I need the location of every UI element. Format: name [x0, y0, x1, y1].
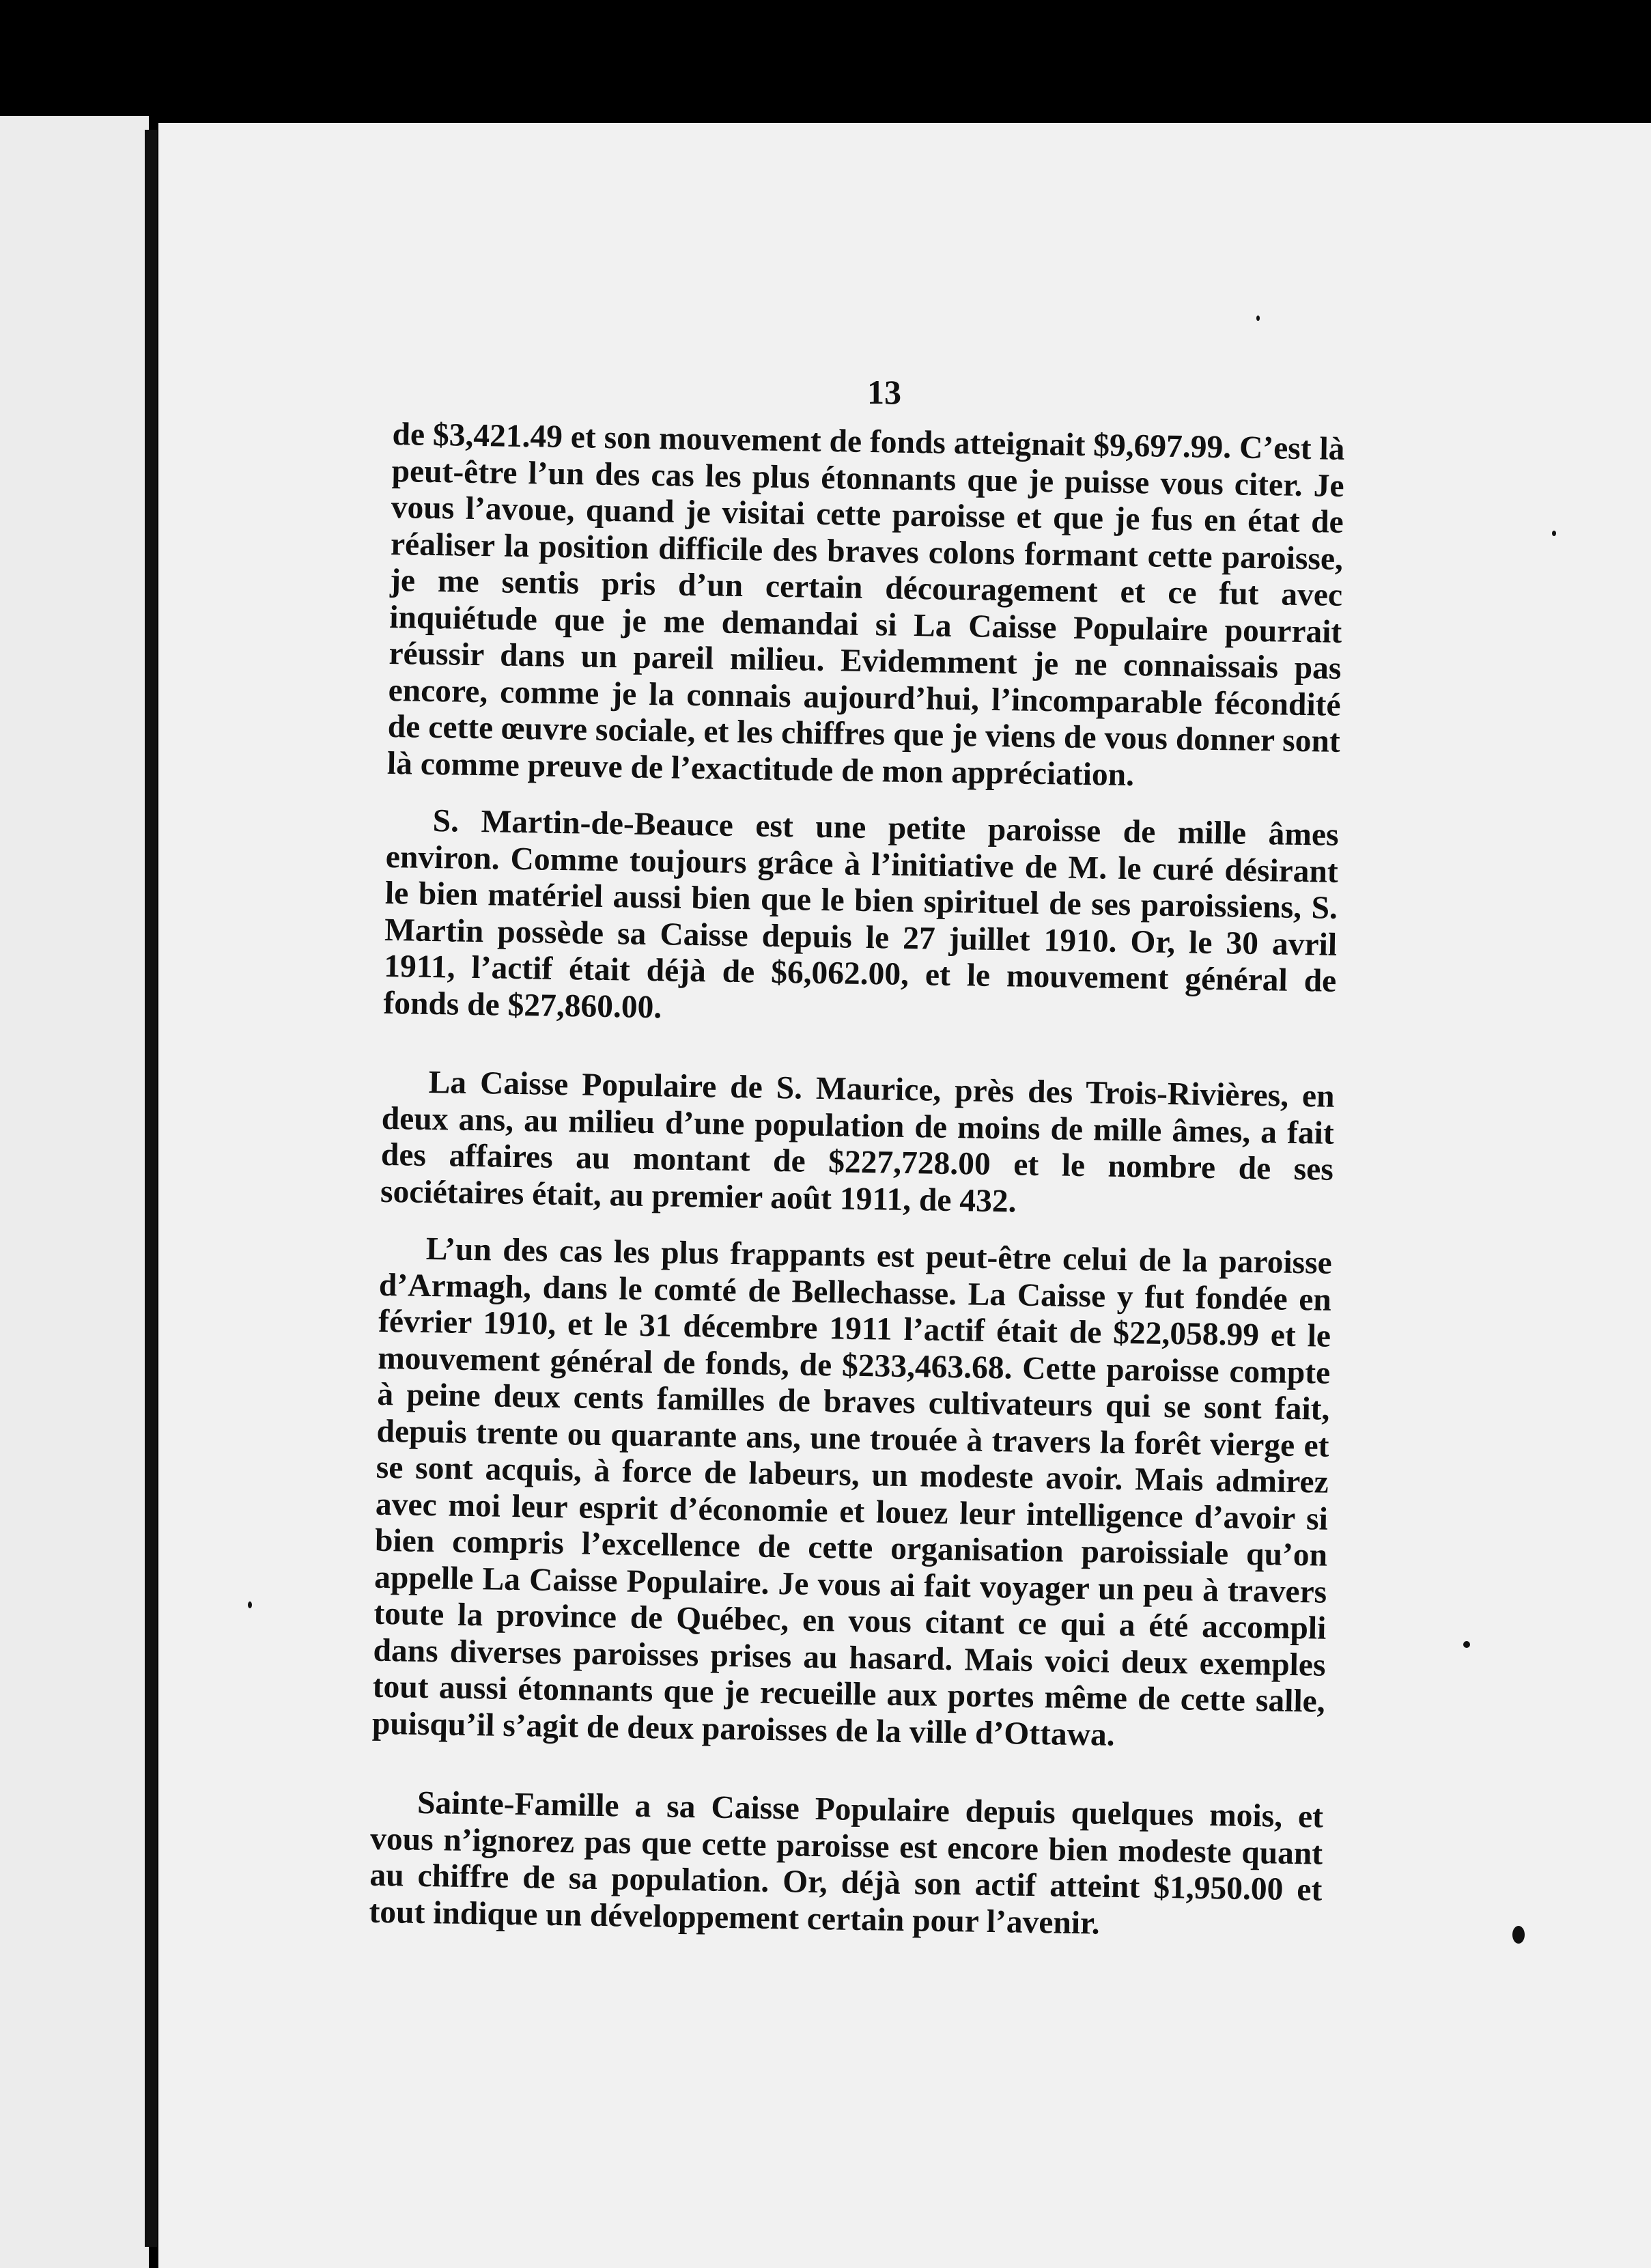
ink-speck: [1463, 1641, 1470, 1648]
ink-speck: [248, 1601, 252, 1608]
paragraph: de $3,421.49 et son mouvement de fonds atteignait $9,697.99. C’est là peut-être l’un des cas les plus étonnants que je puisse vous citer. Je vous l’avoue, quand je visitai cette paroisse et que je fus en état de réaliser la position difficile des braves colons formant cette paroisse, je me sentis pris d’un certain découragement et ce fut avec inquiétude que je me demandai si La Caisse Populaire pourrait réussir dans un pareil milieu. Evidemment je ne connaissais pas encore, comme je la connais aujourd’hui, l’incomparable fécondité de cette œuvre sociale, et les chiffres que je viens de vous donner sont là comme preuve de l’exactitude de mon appréciation.: [386, 417, 1345, 793]
ink-speck: [1256, 316, 1260, 321]
paragraph: La Caisse Populaire de S. Maurice, près des Trois-Rivières, en deux ans, au milieu d’une population de moins de mille âmes, a fait des affaires au montant de $227,728.00 et le nombre de ses sociétaires était, au premier août 1911, de 432.: [380, 1064, 1335, 1219]
ink-speck: [1552, 531, 1556, 536]
paragraph: S. Martin-de-Beauce est une petite paroisse de mille âmes environ. Comme toujours grâce à l’initiative de M. le curé désirant le bien matériel aussi bien que le bien spirituel de ses paroissiens, S. Martin possède sa Caisse depuis le 27 juillet 1910. Or, le 30 avril 1911, l’actif était déjà de $6,062.00, et le mouvement général de fonds de $27,860.00.: [383, 802, 1339, 1025]
paragraph: L’un des cas les plus frappants est peut-être celui de la paroisse d’Armagh, dans le comté de Bellechasse. La Caisse y fut fondée en février 1910, et le 31 décembre 1911 l’actif était de $22,058.99 et le mouvement général de fonds, de $233,463.68. Cette paroisse compte à peine deux cents familles de braves cultivateurs qui se sont fait, depuis trente ou quarante ans, une trouée à travers la forêt vierge et se sont acquis, à force de labeurs, un modeste avoir. Mais admirez avec moi leur esprit d’économie et louez leur intelligence d’avoir si bien compris l’excellence de cette organisation paroissiale qu’on appelle La Caisse Populaire. Je vous ai fait voyager un peu à travers toute la province de Québec, en vous citant ce qui a été accompli dans diverses paroisses prises au hasard. Mais voici deux exemples tout aussi étonnants que je recueille aux portes même de cette salle, puisqu’il s’agit de deux paroisses de la ville d’Ottawa.: [371, 1231, 1333, 1753]
body-text: [369, 417, 1345, 1946]
ink-speck: [1512, 1926, 1525, 1944]
paragraph: Sainte-Famille a sa Caisse Populaire depuis quelques mois, et vous n’ignorez pas que cette paroisse est encore bien modeste quant au chiffre de sa population. Or, déjà son actif atteint $1,950.00 et tout indique un développement certain pour l’avenir.: [369, 1784, 1324, 1942]
page-gutter: [145, 130, 157, 2247]
page-number: 13: [867, 373, 901, 411]
left-page-edge: [0, 116, 149, 2268]
